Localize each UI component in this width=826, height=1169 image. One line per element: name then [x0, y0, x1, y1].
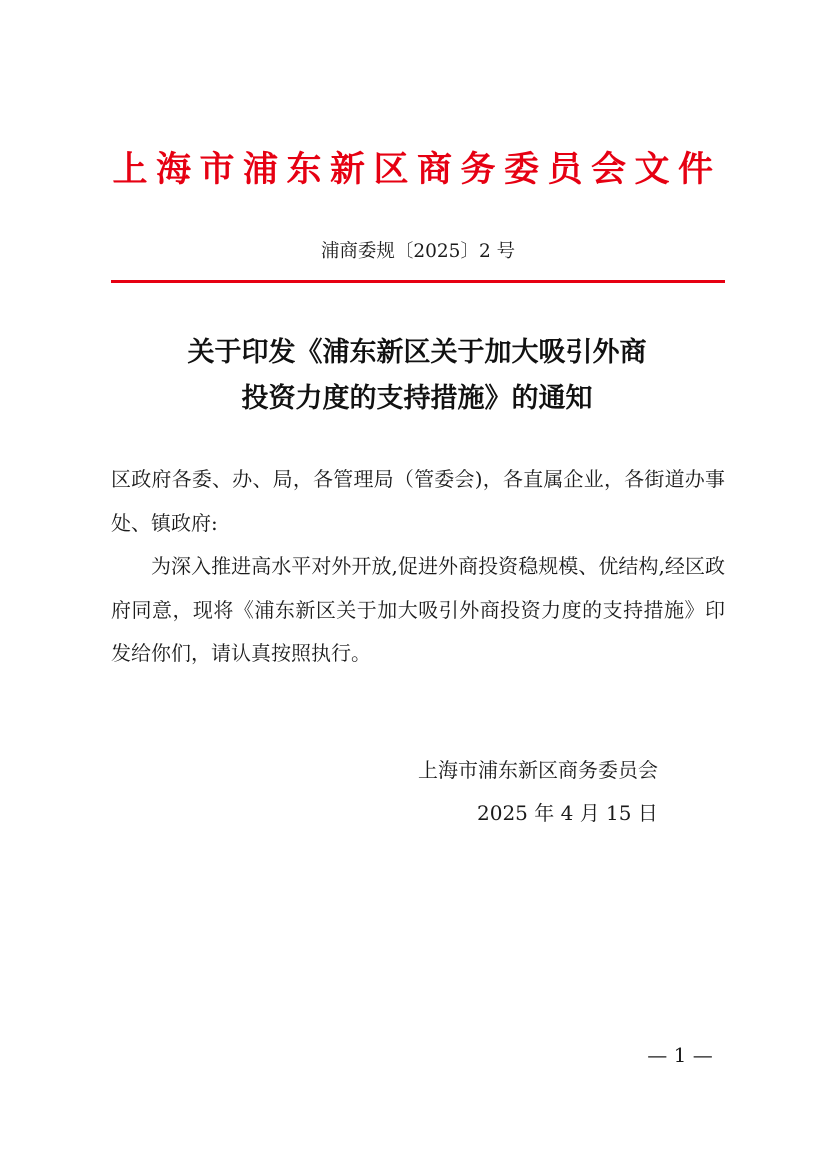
notice-title-line-1: 关于印发《浦东新区关于加大吸引外商: [187, 337, 647, 368]
page-number: — 1 —: [647, 1043, 713, 1067]
signature-issuer: 上海市浦东新区商务委员会: [418, 758, 658, 782]
document-header-title: 上海市浦东新区商务委员会文件: [112, 149, 722, 190]
recipients-line: 区政府各委、办、局，各管理局（管委会)，各直属企业，各街道办事处、镇政府:: [111, 467, 725, 535]
red-separator-line: [111, 280, 725, 283]
document-number: 浦商委规〔2025〕2 号: [320, 241, 516, 262]
notice-title: [104, 330, 730, 422]
body-paragraph: 为深入推进高水平对外开放,促进外商投资稳规模、优结构,经区政府同意，现将《浦东新区关于加大吸引外商投资力度的支持措施》印发给你们，请认真按照执行。: [111, 554, 725, 665]
notice-title-line-2: 投资力度的支持措施》的通知: [241, 383, 593, 414]
notice-body: [111, 458, 725, 676]
signature-date: 2025 年 4 月 15 日: [477, 801, 658, 825]
